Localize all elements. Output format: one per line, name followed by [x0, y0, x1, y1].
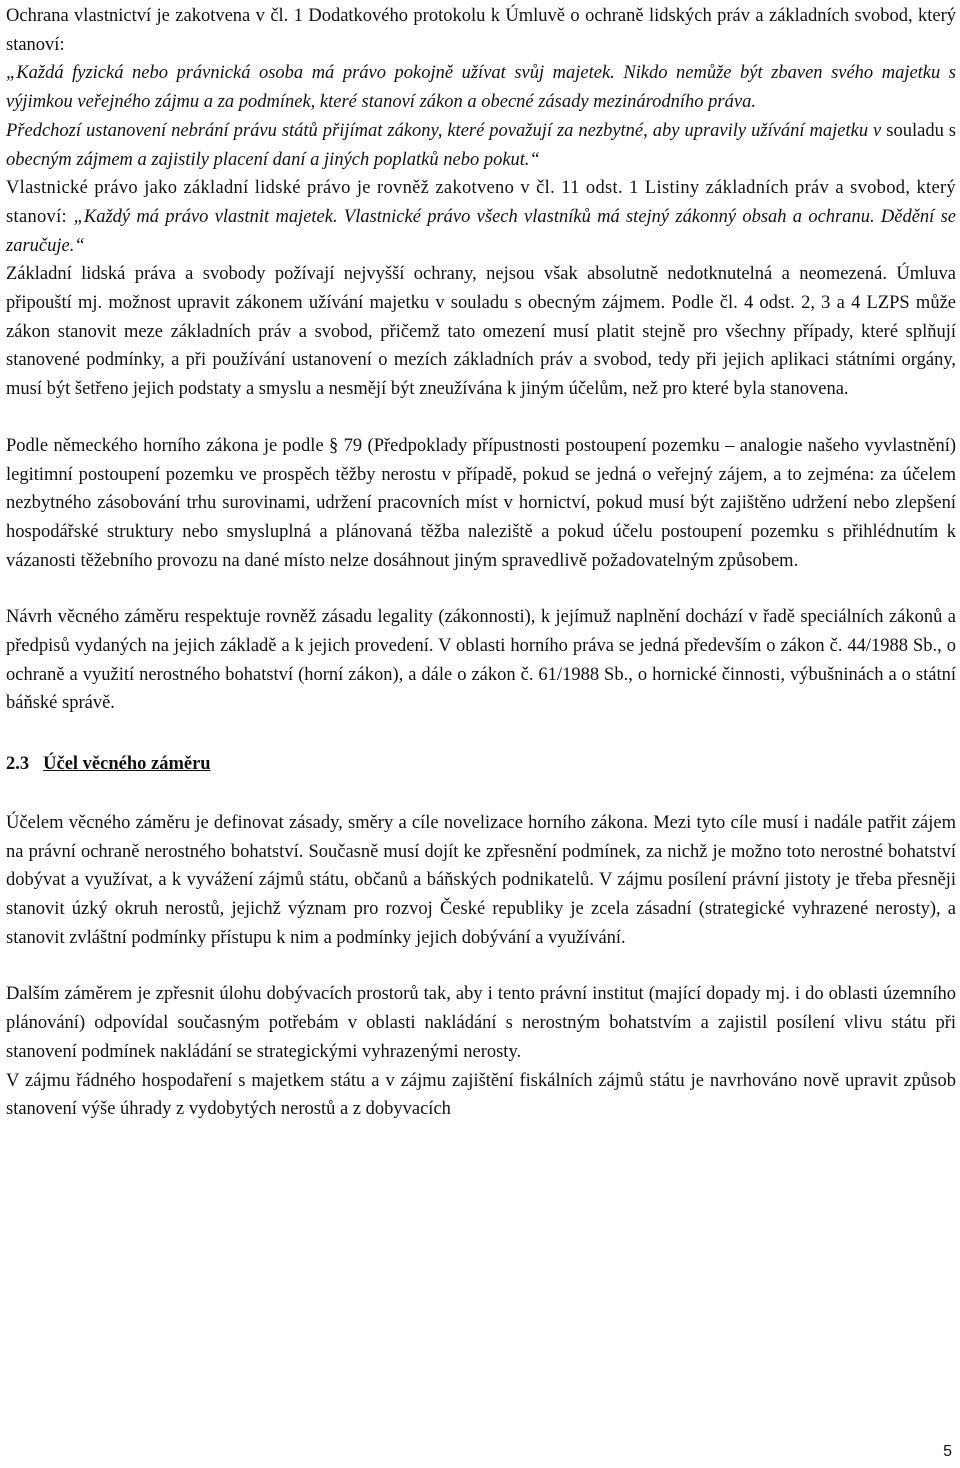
rights-limitations-text: Základní lidská práva a svobody požívají nejvyšší ochrany, nejsou však absolutně nedotknutelná a neomezená. Úmluva připouští mj. možnost upravit zákonem užívání majetku v souladu s obecným zájmem. Podle čl. 4 odst. 2, 3 a 4 LZPS může zákon stanovit meze základních práv a svobod, přičemž tato omezení musí platit stejně pro všechny případy, které splňují stanovené podmínky, a při používání ustanovení o mezích základních práv a svobod, tedy při jejich aplikaci státními orgány, musí být šetřeno jejich podstaty a smyslu a nesmějí být zneužívána k jiným účelům, než pro které byla stanovena.	[6, 264, 956, 400]
section-number: 2.3	[6, 754, 30, 775]
protocol-quote-1: „Každá fyzická nebo právnická osoba má právo pokojně užívat svůj majetek. Nikdo nemůže být zbaven svého majetku s výjimkou veřejného zájmu a za podmínek, které stanoví zákon a obecné zásady mezinárodního práva.	[6, 63, 956, 113]
protocol-intro-text: Ochrana vlastnictví je zakotvena v čl. 1 Dodatkového protokolu k Úmluvě o ochraně lidských práv a základních svobod, který stanoví:	[6, 6, 956, 55]
paragraph-purpose: Účelem věcného záměru je definovat zásady, směry a cíle novelizace horního zákona. Mezi tyto cíle musí i nadále patřit zájem na právní ochraně nerostného bohatství. Současně musí dojít ke zpřesnění podmínek, za nichž je možno toto nerostné bohatství dobývat a využívat, a k vyvážení zájmů státu, občanů a báňských podnikatelů. V zájmu posílení právní jistoty je třeba přesněji stanovit úzký okruh nerostů, jejichž význam pro rozvoj České republiky je zcela zásadní (strategické vyhrazené nerosty), a stanovit zvláštní podmínky přístupu k nim a podmínky jejich dobývání a využívání.	[6, 812, 956, 948]
paragraph-state-property: V zájmu řádného hospodaření s majetkem státu a v zájmu zajištění fiskálních zájmů státu je navrhováno nově upravit způsob stanovení výše úhrady z vydobytých nerostů a z dobyvacích	[6, 1070, 956, 1120]
charter-intro-text: Vlastnické právo jako základní lidské právo je rovněž zakotveno v čl. 11 odst. 1 Listiny základních práv a svobod, který stanoví:	[6, 178, 956, 227]
section-heading	[6, 750, 956, 779]
protocol-quote-2a: Předchozí ustanovení nebrání právu států přijímat zákony, které považují za nezbytné, aby upravily užívání majetku v	[6, 120, 887, 141]
paragraph-german-mining-law: Podle německého horního zákona je podle § 79 (Předpoklady přípustnosti postoupení pozemku – analogie našeho vyvlastnění) legitimní postoupení pozemku ve prospěch těžby nerostu v případě, pokud se jedná o veřejný zájem, a to zejména: za účelem nezbytného zásobování trhu surovinami, udržení pracovních míst v hornictví, pokud musí být zajištěno udržení nebo zlepšení hospodářské struktury nebo smysluplná a plánovaná těžba naleziště a pokud účelu postoupení pozemku s přihlédnutím k vázanosti těžebního provozu na dané místo nelze dosáhnout jiným spravedlivě požadovatelným způsobem.	[6, 435, 956, 571]
paragraph-legality-principle: Návrh věcného záměru respektuje rovněž zásadu legality (zákonnosti), k jejímuž naplnění dochází v řadě speciálních zákonů a předpisů vydaných na jejich základě a k jejich provedení. V oblasti horního práva se jedná především o zákon č. 44/1988 Sb., o ochraně a využití nerostného bohatství (horní zákon), a dále o zákon č. 61/1988 Sb., o hornické činnosti, výbušninách a o státní báňské správě.	[6, 607, 956, 714]
protocol-quote-2b: souladu s	[886, 120, 957, 141]
paragraph-mining-areas: Dalším záměrem je zpřesnit úlohu dobývacích prostorů tak, aby i tento právní institut (mající dopady mj. i do oblasti územního plánování) odpovídal současným potřebám v oblasti nakládání s nerostným bohatstvím a zajistil posílení vlivu státu při stanovení podmínek nakládání se strategickými vyhrazenými nerosty.	[6, 984, 956, 1062]
section-title: Účel věcného záměru	[43, 754, 211, 775]
paragraph-protocol-intro	[6, 2, 956, 404]
charter-quote: „Každý má právo vlastnit majetek. Vlastnické právo všech vlastníků má stejný zákonný obsah a ochranu. Dědění se zaručuje.“	[6, 206, 957, 256]
page-number: 5	[943, 1443, 952, 1460]
protocol-quote-2c: obecným zájmem a zajistily placení daní a jiných poplatků nebo pokut.“	[6, 149, 540, 170]
document-page	[6, 2, 956, 1124]
